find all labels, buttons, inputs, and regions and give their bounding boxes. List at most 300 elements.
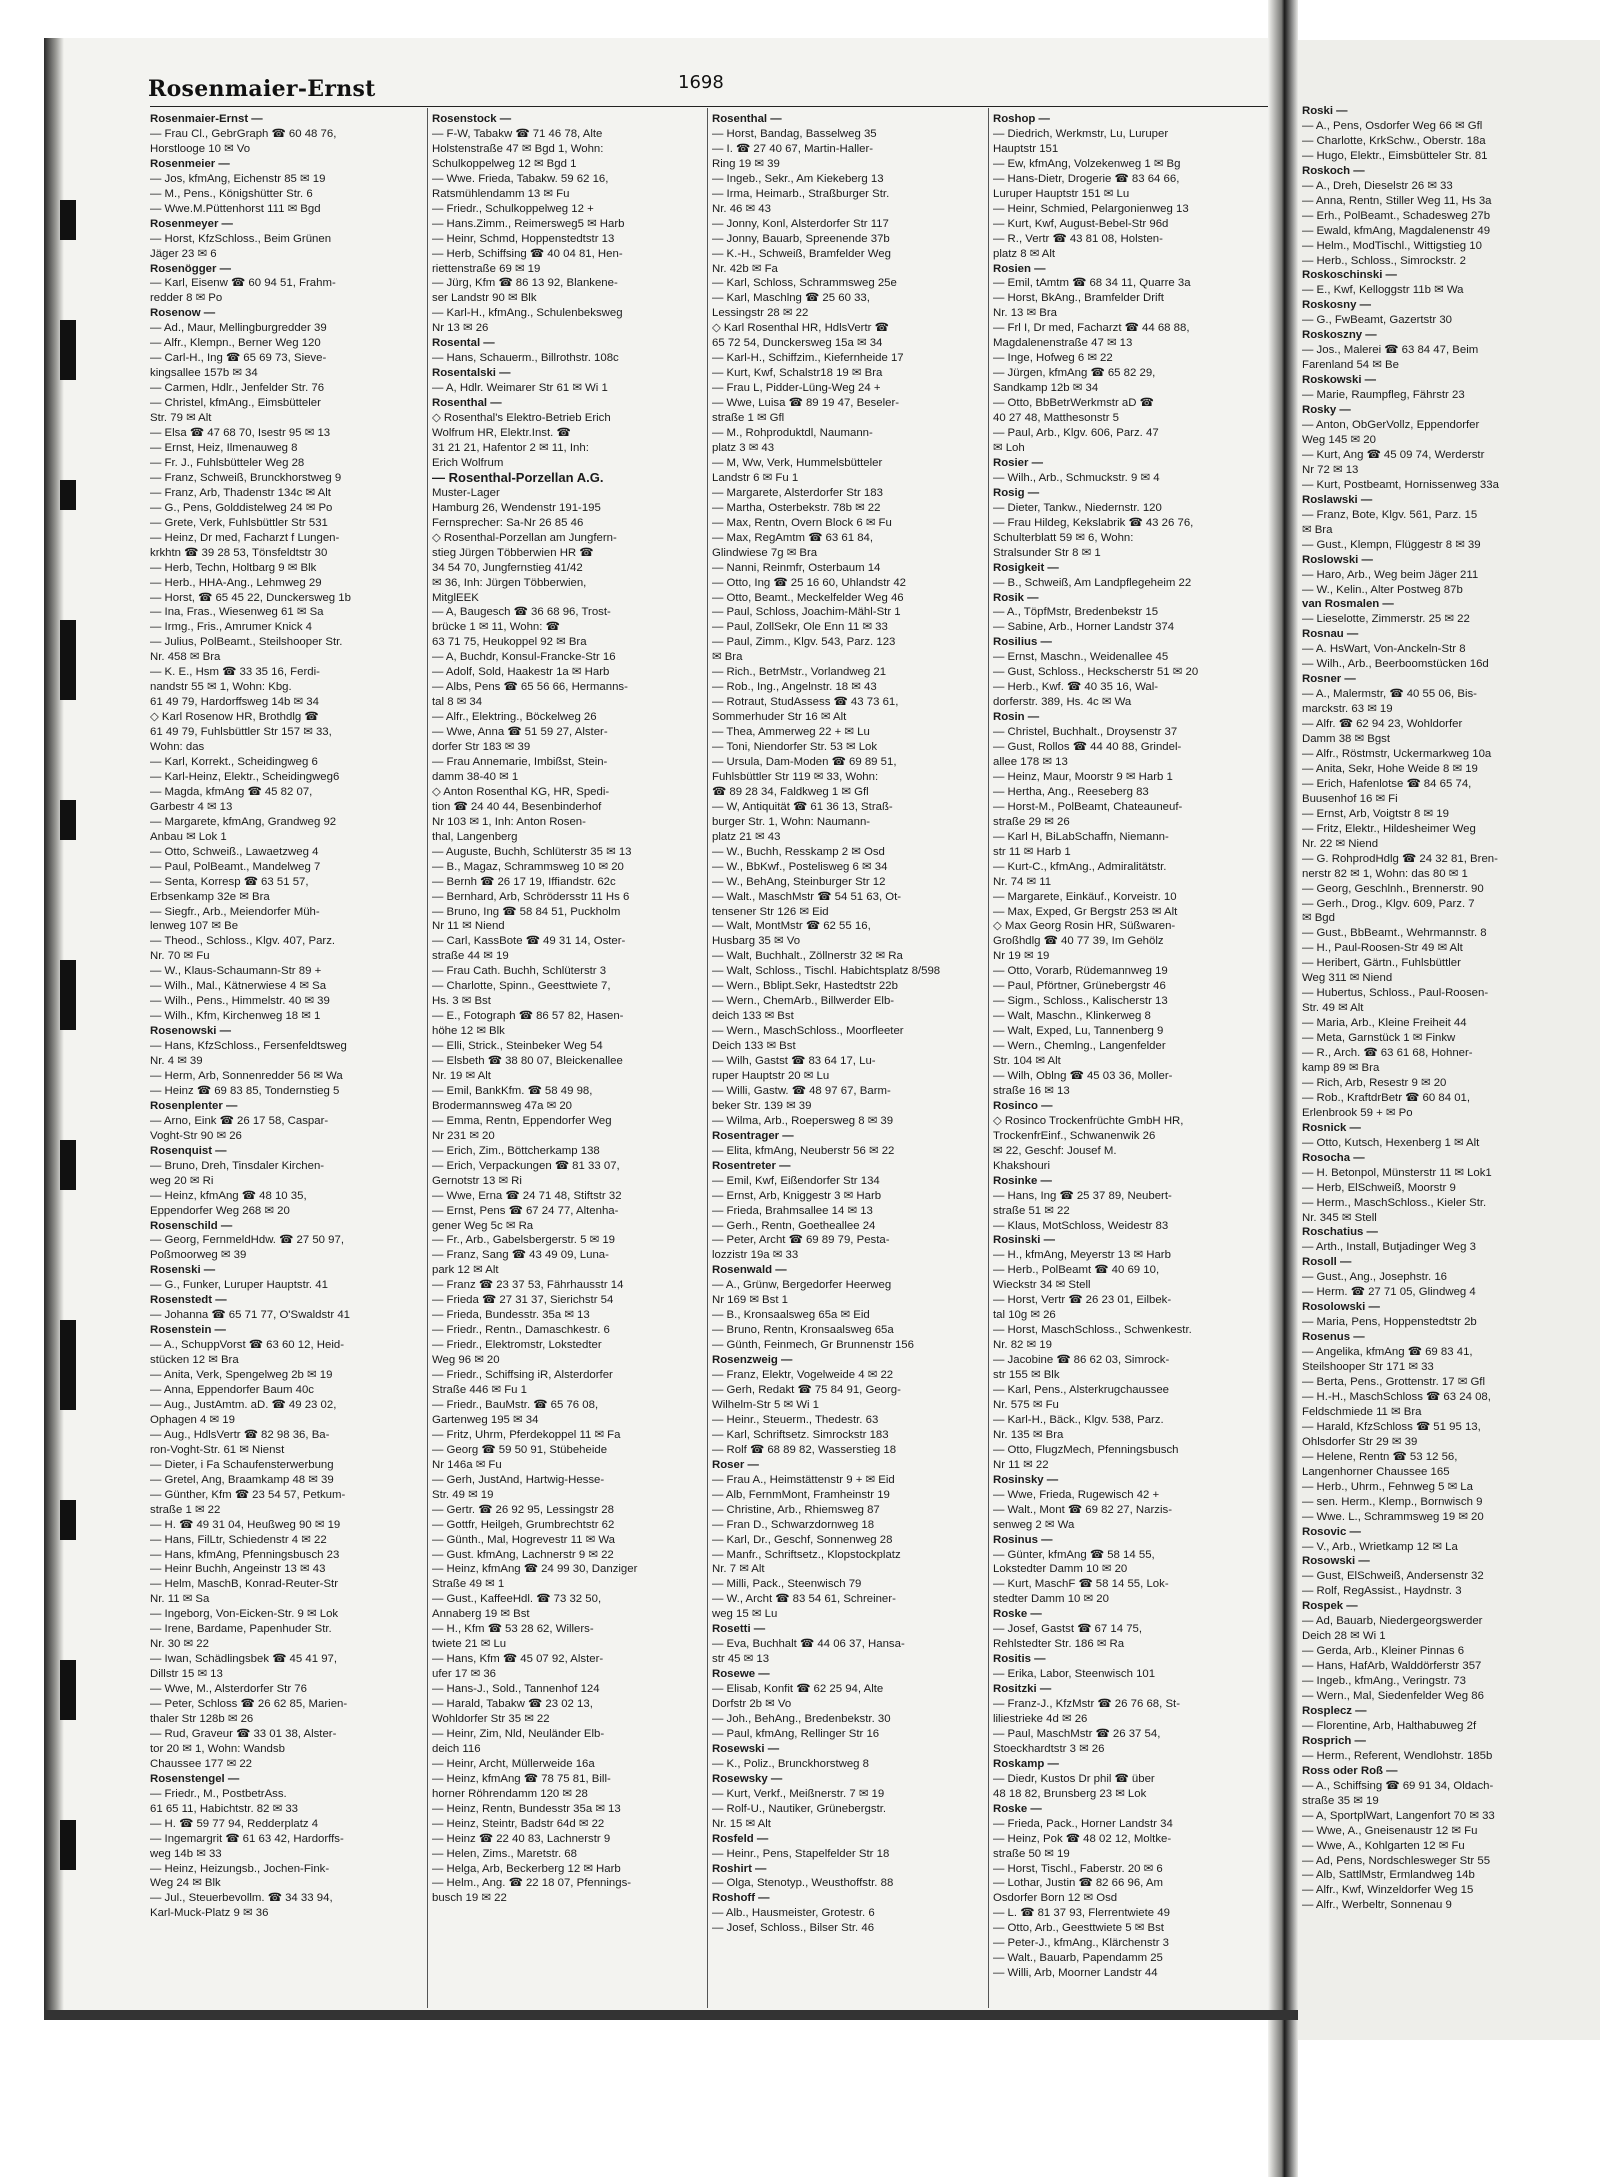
directory-entry: — H., kfmAng, Meyerstr 13 ✉ Harb — [993, 1249, 1171, 1262]
directory-entry: — Herb, Schiffsing ☎ 40 04 81, Hen- — [432, 247, 623, 260]
entry-continuation: Landstr 6 ✉ Fu 1 — [712, 471, 799, 484]
directory-entry: — Ingeb., Sekr., Am Kiekeberg 13 — [712, 172, 884, 185]
entry-continuation: Gernotstr 13 ✉ Ri — [432, 1174, 522, 1187]
surname-heading: Rosenmeyer — — [150, 217, 233, 230]
directory-entry: — Wwe. Frieda, Tabakw. 59 62 16, — [432, 172, 609, 185]
entry-continuation: ufer 17 ✉ 36 — [432, 1668, 497, 1681]
directory-entry: — Gretel, Ang, Braamkamp 48 ✉ 39 — [150, 1473, 334, 1486]
entry-continuation: Nr. 575 ✉ Fu — [993, 1398, 1059, 1411]
directory-entry: — Julius, PolBeamt., Steilshooper Str. — [150, 636, 343, 649]
directory-entry: — Diedr, Kustos Dr phil ☎ über — [993, 1772, 1155, 1785]
directory-entry: — Margarete, kfmAng, Grandweg 92 — [150, 815, 337, 828]
directory-entry: — Horst-M., PolBeamt, Chateauneuf- — [993, 800, 1183, 813]
directory-entry: — Walt., Mont ☎ 69 82 27, Narzis- — [993, 1503, 1172, 1516]
directory-entry: — Rolf ☎ 68 89 82, Wasserstieg 18 — [712, 1443, 897, 1456]
directory-entry: — Rich, Arb, Resestr 9 ✉ 20 — [1302, 1076, 1447, 1089]
entry-continuation: Fuhlsbüttler Str 119 ✉ 33, Wohn: — [712, 770, 879, 783]
directory-entry: — Max, RegAmtm ☎ 63 61 84, — [712, 531, 874, 544]
surname-heading: van Rosmalen — — [1302, 598, 1394, 611]
directory-entry: — Rotraut, StudAssess ☎ 43 73 61, — [712, 696, 899, 709]
directory-entry: — Elli, Strick., Steinbeker Weg 54 — [432, 1040, 603, 1053]
directory-entry: — Walt, Buchhalt., Zöllnerstr 32 ✉ Ra — [712, 950, 903, 963]
directory-entry: — Alfr., Werbeltr, Sonnenau 9 — [1302, 1899, 1452, 1912]
directory-entry: — Anita, Sekr, Hohe Weide 8 ✉ 19 — [1302, 762, 1478, 775]
entry-continuation: ✉ Bra — [712, 651, 743, 664]
surname-heading: Rosinco — — [993, 1099, 1053, 1112]
entry-continuation: straße 50 ✉ 19 — [993, 1847, 1070, 1860]
directory-entry: — A. HsWart, Von-Anckeln-Str 8 — [1302, 643, 1466, 656]
directory-entry: — Herm., Referent, Wendlohstr. 185b — [1302, 1749, 1493, 1762]
directory-entry: — A., TöpfMstr, Bredenbekstr 15 — [993, 606, 1159, 619]
directory-entry: — Peter, Schloss ☎ 26 62 85, Marien- — [150, 1698, 348, 1711]
directory-entry: — Heribert, Gärtn., Fuhlsbüttler — [1302, 957, 1461, 970]
directory-entry: — Josef, Schloss., Bilser Str. 46 — [712, 1922, 875, 1935]
directory-entry: — Gerh, JustAnd, Hartwig-Hesse- — [432, 1473, 605, 1486]
entry-continuation: Rehlstedter Str. 186 ✉ Ra — [993, 1638, 1125, 1651]
directory-entry: — R., Arch. ☎ 63 61 68, Hohner- — [1302, 1047, 1473, 1060]
surname-heading: Rosentalski — — [432, 367, 511, 380]
directory-entry: — Heinr, Schmd, Hoppenstedtstr 13 — [432, 232, 615, 245]
directory-entry: — Paul, kfmAng, Rellinger Str 16 — [712, 1727, 880, 1740]
entry-continuation: ✉ Bgd — [1302, 912, 1335, 925]
directory-entry: — Lieselotte, Zimmerstr. 25 ✉ 22 — [1302, 613, 1470, 626]
directory-entry: — F-W, Tabakw ☎ 71 46 78, Alte — [432, 127, 603, 140]
entry-continuation: thal, Langenberg — [432, 830, 518, 843]
directory-entry: — Frieda, Pack., Horner Landstr 34 — [993, 1817, 1173, 1830]
directory-entry: — Gust., Klempn, Flüggestr 8 ✉ 39 — [1302, 538, 1481, 551]
directory-entry: — Kurt, Postbeamt, Hornissenweg 33a — [1302, 478, 1499, 491]
entry-continuation: stieg Jürgen Többerwien HR ☎ — [432, 546, 594, 559]
entry-continuation: beker Str. 139 ✉ 39 — [712, 1099, 812, 1112]
directory-entry: — Kurt, Kwf, Schalstr18 19 ✉ Bra — [712, 367, 883, 380]
directory-entry: — Horst, KfzSchloss., Beim Grünen — [150, 232, 332, 245]
directory-entry: — Karl, Schriftsetz. Simrockstr 183 — [712, 1428, 889, 1441]
directory-entry: — V., Arb., Wrietkamp 12 ✉ La — [1302, 1540, 1458, 1553]
directory-entry: — Rosenthal-Porzellan A.G. — [432, 469, 604, 485]
entry-continuation: lenweg 107 ✉ Be — [150, 920, 239, 933]
directory-entry: — Paul, MaschMstr ☎ 26 37 54, — [993, 1727, 1161, 1740]
entry-continuation: straße 51 ✉ 22 — [993, 1204, 1070, 1217]
directory-entry: — Alfr., Röstmstr, Uckermarkweg 10a — [1302, 747, 1492, 760]
directory-entry: — R., Vertr ☎ 43 81 08, Holsten- — [993, 232, 1163, 245]
directory-entry: — Karl, Eisenw ☎ 60 94 51, Frahm- — [150, 277, 336, 290]
directory-entry: — Günther, Kfm ☎ 23 54 57, Petkum- — [150, 1488, 346, 1501]
directory-entry: — Emil, tAmtm ☎ 68 34 11, Quarre 3a — [993, 277, 1191, 290]
entry-continuation: damm 38-40 ✉ 1 — [432, 770, 519, 783]
directory-entry: — Kurt, Kwf, August-Bebel-Str 96d — [993, 217, 1169, 230]
entry-continuation: ron-Voght-Str. 61 ✉ Nienst — [150, 1443, 285, 1456]
entry-continuation: Magdalenenstraße 47 ✉ 13 — [993, 337, 1133, 350]
entry-continuation: Schulkoppelweg 12 ✉ Bgd 1 — [432, 157, 577, 170]
directory-entry: — Karl-Heinz, Elektr., Scheidingweg6 — [150, 770, 340, 783]
directory-entry: — Lothar, Justin ☎ 82 66 96, Am — [993, 1877, 1163, 1890]
directory-entry: — Wern., Chemlng., Langenfelder — [993, 1040, 1166, 1053]
entry-continuation: 34 54 70, Jungfernstieg 41/42 — [432, 561, 583, 574]
entry-continuation: Stralsunder Str 8 ✉ 1 — [993, 546, 1101, 559]
directory-entry: — Walt., Bauarb, Papendamm 25 — [993, 1952, 1163, 1965]
directory-entry: — Rob., Ing., Angelnstr. 18 ✉ 43 — [712, 681, 877, 694]
directory-entry: — Carl-H., Ing ☎ 65 69 73, Sieve- — [150, 352, 327, 365]
directory-entry: — Alfr., Klempn., Berner Weg 120 — [150, 337, 321, 350]
entry-continuation: Nr. 70 ✉ Fu — [150, 950, 210, 963]
surname-heading: Roske — — [993, 1608, 1042, 1621]
directory-entry: — Johanna ☎ 65 71 77, O'Swaldstr 41 — [150, 1309, 350, 1322]
directory-entry: — Milli, Pack., Steenwisch 79 — [712, 1578, 862, 1591]
directory-entry: — Wwe, Frieda, Rugewisch 42 + — [993, 1488, 1160, 1501]
directory-entry: — Fran D., Schwarzdornweg 18 — [712, 1518, 875, 1531]
entry-continuation: brücke 1 ✉ 11, Wohn: ☎ — [432, 621, 560, 634]
directory-entry: — Friedr., Schulkoppelweg 12 + — [432, 202, 594, 215]
directory-entry: — Anton, ObGerVollz, Eppendorfer — [1302, 419, 1480, 432]
directory-entry: — Herb., Uhrm., Fehnweg 5 ✉ La — [1302, 1480, 1473, 1493]
directory-entry: — Sabine, Arb., Horner Landstr 374 — [993, 621, 1175, 634]
directory-entry: — Wwe.M.Püttenhorst 111 ✉ Bgd — [150, 202, 321, 215]
directory-entry: — Friedr., Schiffsing iR, Alsterdorfer — [432, 1369, 613, 1382]
directory-entry: — Hertha, Ang., Reeseberg 83 — [993, 785, 1149, 798]
directory-entry: — Arno, Eink ☎ 26 17 58, Caspar- — [150, 1114, 329, 1127]
directory-entry: — Franz, Sang ☎ 43 49 09, Luna- — [432, 1249, 609, 1262]
entry-continuation: str 155 ✉ Blk — [993, 1369, 1060, 1382]
directory-entry: — Frau Annemarie, Imbißst, Stein- — [432, 755, 608, 768]
directory-entry: — Wilh., Mal., Kätnerwiese 4 ✉ Sa — [150, 980, 327, 993]
directory-entry: — Horst, Bandag, Basselweg 35 — [712, 127, 877, 140]
entry-continuation: Wohn: das — [150, 741, 205, 754]
directory-entry: — Maria, Pens, Hoppenstedtstr 2b — [1302, 1316, 1477, 1329]
directory-entry: — B., Magaz, Schrammsweg 10 ✉ 20 — [432, 860, 624, 873]
entry-continuation: Karl-Muck-Platz 9 ✉ 36 — [150, 1907, 269, 1920]
directory-entry: — Jul., Steuerbevollm. ☎ 34 33 94, — [150, 1892, 333, 1905]
directory-entry: — Carl, KassBote ☎ 49 31 14, Oster- — [432, 935, 626, 948]
directory-entry: — Herb., Schloss., Simrockstr. 2 — [1302, 254, 1466, 267]
directory-entry: — Helga, Arb, Beckerberg 12 ✉ Harb — [432, 1862, 621, 1875]
directory-entry: — Jonny, Bauarb, Spreenende 37b — [712, 232, 890, 245]
entry-continuation: Farenland 54 ✉ Be — [1302, 359, 1399, 372]
entry-continuation: TrockenfrEinf., Schwanenwik 26 — [993, 1129, 1156, 1142]
directory-entry: — G., FwBeamt, Gazertstr 30 — [1302, 314, 1453, 327]
directory-entry: — K.-H., Schweiß, Bramfelder Weg — [712, 247, 891, 260]
entry-continuation: Nr. 4 ✉ 39 — [150, 1055, 203, 1068]
directory-entry: — sen. Herm., Klemp., Bornwisch 9 — [1302, 1495, 1483, 1508]
surname-heading: Rosovic — — [1302, 1525, 1361, 1538]
directory-entry: — Otto, Beamt., Meckelfelder Weg 46 — [712, 591, 904, 604]
directory-entry: — Wern., MaschSchloss., Moorfleeter — [712, 1025, 904, 1038]
surname-heading: Rosenwald — — [712, 1264, 787, 1277]
directory-entry: — Paul, Schloss, Joachim-Mähl-Str 1 — [712, 606, 901, 619]
directory-entry: — Heinz, Dr med, Facharzt f Lungen- — [150, 531, 340, 544]
directory-entry: — Marie, Raumpfleg, Fährstr 23 — [1302, 389, 1465, 402]
directory-entry: — A, SportplWart, Langenfort 70 ✉ 33 — [1302, 1809, 1495, 1822]
directory-entry: — Frieda, Brahmsallee 14 ✉ 13 — [712, 1204, 873, 1217]
directory-entry: — Aug., JustAmtm. aD. ☎ 49 23 02, — [150, 1398, 337, 1411]
entry-continuation: Gartenweg 195 ✉ 34 — [432, 1413, 539, 1426]
directory-entry: — Hans-J., Sold., Tannenhof 124 — [432, 1683, 600, 1696]
entry-continuation: Nr 11 ✉ 22 — [993, 1458, 1049, 1471]
business-entry: ◇ Karl Rosenow HR, Brothdlg ☎ — [150, 711, 319, 724]
entry-continuation: Nr. 458 ✉ Bra — [150, 651, 221, 664]
directory-entry: — Alfr., Elektring., Böckelweg 26 — [432, 711, 597, 724]
directory-entry: — W., BbKwf., Postelisweg 6 ✉ 34 — [712, 860, 888, 873]
directory-entry: — Max, Rentn, Overn Block 6 ✉ Fu — [712, 516, 892, 529]
directory-entry: — Rolf, RegAssist., Haydnstr. 3 — [1302, 1585, 1462, 1598]
directory-entry: — Helm., Ang. ☎ 22 18 07, Pfennings- — [432, 1877, 632, 1890]
entry-continuation: Str. 49 ✉ Alt — [1302, 1002, 1364, 1015]
entry-continuation: liliestrieke 4d ✉ 26 — [993, 1712, 1088, 1725]
entry-continuation: Nr. 7 ✉ Alt — [712, 1563, 765, 1576]
directory-entry: — Karl-H., Bäck., Klgv. 538, Parz. — [993, 1413, 1164, 1426]
directory-entry: — Charlotte, KrkSchw., Oberstr. 18a — [1302, 134, 1486, 147]
directory-entry: — Frieda, Bundesstr. 35a ✉ 13 — [432, 1309, 590, 1322]
entry-continuation: Lokstedter Damm 10 ✉ 20 — [993, 1563, 1128, 1576]
directory-entry: — Horst, Vertr ☎ 26 23 01, Eilbek- — [993, 1294, 1172, 1307]
entry-continuation: ✉ 22, Geschf: Jousef M. — [993, 1144, 1117, 1157]
directory-entry: — Hans, kfmAng, Pfenningsbusch 23 — [150, 1548, 340, 1561]
entry-continuation: Horstlooge 10 ✉ Vo — [150, 142, 251, 155]
directory-entry: — Ad, Bauarb, Niedergeorgswerder — [1302, 1615, 1483, 1628]
surname-heading: Rosocha — — [1302, 1151, 1365, 1164]
directory-entry: — Heinz, Pok ☎ 48 02 12, Moltke- — [993, 1832, 1172, 1845]
directory-entry: — Anita, Verk, Spengelweg 2b ✉ 19 — [150, 1369, 333, 1382]
entry-continuation: Garbestr 4 ✉ 13 — [150, 800, 233, 813]
surname-heading: Rosenthal — — [712, 113, 782, 125]
entry-continuation: Nr. 19 ✉ Alt — [432, 1070, 491, 1082]
entry-continuation: Sandkamp 12b ✉ 34 — [993, 382, 1099, 395]
directory-entry: — Otto, FlugzMech, Pfenningsbusch — [993, 1443, 1179, 1456]
entry-continuation: Erich Wolfrum — [432, 456, 504, 469]
entry-continuation: thaler Str 128b ✉ 26 — [150, 1712, 254, 1725]
directory-entry: — Elsa ☎ 47 68 70, Isestr 95 ✉ 13 — [150, 427, 331, 440]
directory-entry: — W., BehAng, Steinburger Str 12 — [712, 875, 886, 888]
directory-entry: — Heinr, Zim, Nld, Neuländer Elb- — [432, 1727, 605, 1740]
directory-entry: — Margarete, Einkäuf., Korveistr. 10 — [993, 890, 1177, 903]
directory-entry: — Gust, Schloss., Heckscherstr 51 ✉ 20 — [993, 666, 1199, 679]
entry-continuation: busch 19 ✉ 22 — [432, 1892, 507, 1905]
directory-entry: — Gust., BbBeamt., Wehrmannstr. 8 — [1302, 927, 1487, 940]
entry-continuation: Str. 79 ✉ Alt — [150, 412, 212, 425]
directory-entry: — Heinz, kfmAng ☎ 48 10 35, — [150, 1189, 307, 1202]
directory-entry: — L. ☎ 81 37 93, Flerrentwiete 49 — [993, 1907, 1170, 1920]
directory-entry: — Karl, Korrekt., Scheidingweg 6 — [150, 755, 318, 768]
directory-column-1 — [150, 112, 422, 1921]
directory-entry: — Irma, Heimarb., Straßburger Str. — [712, 187, 890, 200]
directory-entry: — Elisab, Konfit ☎ 62 25 94, Alte — [712, 1683, 884, 1696]
surname-heading: Roske — — [993, 1802, 1042, 1815]
surname-heading: Rosenus — — [1302, 1331, 1365, 1344]
entry-continuation: Nr. 22 ✉ Niend — [1302, 837, 1379, 850]
directory-entry: — H.-H., MaschSchloss ☎ 63 24 08, — [1302, 1390, 1491, 1403]
directory-entry: — Paul, Zimm., Klgv. 543, Parz. 123 — [712, 636, 896, 649]
directory-entry: — Herb., Kwf. ☎ 40 35 16, Wal- — [993, 681, 1159, 694]
directory-entry: — Gerda, Arb., Kleiner Pinnas 6 — [1302, 1645, 1465, 1658]
directory-entry: — Horst, BkAng., Bramfelder Drift — [993, 292, 1164, 305]
business-entry: ◇ Karl Rosenthal HR, HdlsVertr ☎ — [712, 322, 889, 335]
directory-entry: — Otto, Schweiß., Lawaetzweg 4 — [150, 845, 319, 858]
surname-heading: Rosoll — — [1302, 1256, 1352, 1269]
directory-entry: — Franz, Arb, Thadenstr 134c ✉ Alt — [150, 486, 331, 499]
directory-entry: — Kurt-C., kfmAng., Admiralitätstr. — [993, 860, 1167, 873]
directory-entry: — Horst, MaschSchloss., Schwenkestr. — [993, 1324, 1192, 1337]
directory-entry: — Erh., PolBeamt., Schadesweg 27b — [1302, 209, 1491, 222]
entry-continuation: Sommerhuder Str 16 ✉ Alt — [712, 711, 847, 724]
directory-entry: — Ingeb., kfmAng., Veringstr. 73 — [1302, 1675, 1466, 1688]
directory-entry: — Gottfr, Heilgeh, Grumbrechtstr 62 — [432, 1518, 615, 1531]
directory-entry: — Meta, Garnstück 1 ✉ Finkw — [1302, 1032, 1456, 1045]
directory-entry: — Paul, ZollSekr, Ole Enn 11 ✉ 33 — [712, 621, 888, 634]
surname-heading: Rosnau — — [1302, 628, 1359, 641]
entry-continuation: lozzistr 19a ✉ 33 — [712, 1249, 799, 1262]
directory-entry: — Eva, Buchhalt ☎ 44 06 37, Hansa- — [712, 1638, 905, 1651]
directory-entry: — Georg, FernmeldHdw. ☎ 27 50 97, — [150, 1234, 344, 1247]
entry-continuation: platz 8 ✉ Alt — [993, 247, 1056, 260]
entry-continuation: Wilhelm-Str 5 ✉ Wi 1 — [712, 1398, 820, 1411]
directory-entry: — Ernst, Arb, Kniggestr 3 ✉ Harb — [712, 1189, 882, 1202]
column-divider — [988, 108, 989, 2008]
directory-entry: — Walt, Maschn., Klinkerweg 8 — [993, 1010, 1151, 1023]
surname-heading: Rosilius — — [993, 636, 1052, 649]
entry-continuation: Weg 96 ✉ 20 — [432, 1354, 500, 1367]
directory-entry: — H. ☎ 49 31 04, Heußweg 90 ✉ 19 — [150, 1518, 341, 1531]
directory-entry: — Paul, Arb., Klgv. 606, Parz. 47 — [993, 427, 1159, 440]
directory-entry: — Emil, BankKfm. ☎ 58 49 98, — [432, 1084, 593, 1097]
surname-heading: Roskamp — — [993, 1757, 1059, 1770]
surname-heading: Roslawski — — [1302, 493, 1373, 506]
entry-continuation: Str. 104 ✉ Alt — [993, 1055, 1061, 1068]
directory-entry: — I. ☎ 27 40 67, Martin-Haller- — [712, 142, 874, 155]
surname-heading: Rosewski — — [712, 1742, 780, 1755]
surname-heading: Rosplecz — — [1302, 1704, 1367, 1717]
directory-entry: — Fr., Arb., Gabelsbergerstr. 5 ✉ 19 — [432, 1234, 616, 1247]
directory-entry: — Bruno, Rentn, Kronsaalsweg 65a — [712, 1324, 894, 1337]
directory-entry: — Maria, Arb., Kleine Freiheit 44 — [1302, 1017, 1467, 1030]
directory-entry: — K., Poliz., Brunckhorstweg 8 — [712, 1757, 869, 1770]
entry-continuation: Nr 169 ✉ Bst 1 — [712, 1294, 789, 1307]
surname-heading: Rosenschild — — [150, 1219, 233, 1232]
directory-entry: — Hans, Kfm ☎ 45 07 92, Alster- — [432, 1653, 604, 1666]
directory-entry: — Helm, MaschB, Konrad-Reuter-Str — [150, 1578, 339, 1591]
directory-entry: — Walt, MontMstr ☎ 62 55 16, — [712, 920, 871, 933]
directory-entry: — A, Hdlr. Weimarer Str 61 ✉ Wi 1 — [432, 382, 608, 395]
entry-continuation: Nr 146a ✉ Fu — [432, 1458, 502, 1471]
entry-continuation: kingsallee 157b ✉ 34 — [150, 367, 258, 380]
entry-continuation: deich 116 — [432, 1742, 481, 1755]
directory-entry: — Wwe, Erna ☎ 24 71 48, Stiftstr 32 — [432, 1189, 622, 1202]
directory-entry: — Emil, Kwf, Eißendorfer Str 134 — [712, 1174, 880, 1187]
directory-entry: — H., Kfm ☎ 53 28 62, Willers- — [432, 1623, 594, 1636]
entry-continuation: deich 133 ✉ Bst — [712, 1010, 794, 1023]
directory-entry: — Herm, Arb, Sonnenredder 56 ✉ Wa — [150, 1070, 343, 1082]
entry-continuation: str 45 ✉ 13 — [712, 1653, 770, 1666]
surname-heading: Rosier — — [993, 456, 1044, 469]
entry-continuation: str 11 ✉ Harb 1 — [993, 845, 1071, 858]
directory-entry: — Siegfr., Arb., Meiendorfer Müh- — [150, 905, 320, 918]
surname-heading: Rosenstedt — — [150, 1294, 227, 1307]
directory-entry: — Günth., Mal, Hogrevestr 11 ✉ Wa — [432, 1533, 615, 1546]
entry-continuation: Khakshouri — [993, 1159, 1050, 1172]
entry-continuation: Nr. 46 ✉ 43 — [712, 202, 771, 215]
directory-entry: — Hans, Schauerm., Billrothstr. 108c — [432, 352, 619, 365]
directory-entry: — A, Baugesch ☎ 36 68 96, Trost- — [432, 606, 611, 619]
surname-heading: Rosenögger — — [150, 262, 232, 275]
entry-continuation: straße 44 ✉ 19 — [432, 950, 509, 963]
entry-continuation: 40 27 48, Matthesonstr 5 — [993, 412, 1120, 425]
directory-entry: — Hubertus, Schloss., Paul-Roosen- — [1302, 987, 1489, 1000]
directory-entry: — Haro, Arb., Weg beim Jäger 211 — [1302, 568, 1479, 581]
entry-continuation: Deich 133 ✉ Bst — [712, 1040, 796, 1053]
directory-entry: — Manfr., Schriftsetz., Klopstockplatz — [712, 1548, 901, 1561]
directory-entry: — Helene, Rentn ☎ 53 12 56, — [1302, 1450, 1458, 1463]
directory-entry: — Otto, Vorarb, Rüdemannweg 19 — [993, 965, 1168, 978]
entry-continuation: Annaberg 19 ✉ Bst — [432, 1608, 530, 1621]
entry-continuation: Dorfstr 2b ✉ Vo — [712, 1698, 792, 1711]
directory-entry: — Kurt, MaschF ☎ 58 14 55, Lok- — [993, 1578, 1169, 1591]
entry-continuation: Nr 103 ✉ 1, Inh: Anton Rosen- — [432, 815, 586, 828]
directory-entry: — Friedr., BauMstr. ☎ 65 76 08, — [432, 1398, 599, 1411]
entry-continuation: Nr 72 ✉ 13 — [1302, 463, 1359, 476]
directory-entry: — Wern., ChemArb., Billwerder Elb- — [712, 995, 895, 1008]
surname-heading: Rosenstein — — [150, 1324, 226, 1337]
directory-entry: — Adolf, Sold, Haakestr 1a ✉ Harb — [432, 666, 610, 679]
directory-entry: — Frau A., Heimstättenstr 9 + ✉ Eid — [712, 1473, 895, 1486]
surname-heading: Rosewe — — [712, 1668, 770, 1681]
entry-continuation: kamp 89 ✉ Bra — [1302, 1062, 1380, 1074]
directory-entry: — Iwan, Schädlingsbek ☎ 45 41 97, — [150, 1653, 338, 1666]
entry-continuation: Lessingstr 28 ✉ 22 — [712, 307, 809, 320]
entry-continuation: dorfer Str 183 ✉ 39 — [432, 741, 531, 754]
directory-entry: — Fritz, Elektr., Hildesheimer Weg — [1302, 822, 1476, 835]
directory-entry: — Charlotte, Spinn., Geesttwiete 7, — [432, 980, 611, 993]
entry-continuation: Nr. 74 ✉ 11 — [993, 875, 1052, 888]
directory-entry: — Anna, Rentn, Stiller Weg 11, Hs 3a — [1302, 194, 1492, 207]
entry-continuation: 63 71 75, Heukoppel 92 ✉ Bra — [432, 636, 587, 649]
directory-entry: — Dieter, Tankw., Niedernstr. 120 — [993, 501, 1162, 514]
directory-entry: — Harald, KfzSchloss ☎ 51 95 13, — [1302, 1420, 1481, 1433]
surname-heading: Rosowski — — [1302, 1555, 1370, 1568]
surname-heading: Rosolowski — — [1302, 1301, 1380, 1314]
directory-entry: — Wilh., Arb., Schmuckstr. 9 ✉ 4 — [993, 471, 1160, 484]
entry-continuation: allee 178 ✉ 13 — [993, 755, 1068, 768]
directory-entry: — Horst, ☎ 65 45 22, Dunckersweg 1b — [150, 591, 351, 604]
entry-continuation: straße 16 ✉ 13 — [993, 1084, 1070, 1097]
directory-entry: — B., Kronsaalsweg 65a ✉ Eid — [712, 1309, 870, 1322]
directory-entry: — Heinz, Heizungsb., Jochen-Fink- — [150, 1862, 330, 1875]
directory-entry: — Josef, Gastst ☎ 67 14 75, — [993, 1623, 1143, 1636]
directory-entry: — Hans, HafArb, Walddörferstr 357 — [1302, 1660, 1482, 1673]
directory-entry: — Thea, Ammerweg 22 + ✉ Lu — [712, 726, 870, 739]
entry-continuation: Eppendorfer Weg 268 ✉ 20 — [150, 1204, 290, 1217]
directory-entry: — Wwe, Luisa ☎ 89 19 47, Beseler- — [712, 397, 900, 410]
directory-entry: — Heinz, Rentn, Bundesstr 35a ✉ 13 — [432, 1802, 621, 1815]
entry-continuation: Nr. 42b ✉ Fa — [712, 262, 778, 275]
directory-entry: — Emma, Rentn, Eppendorfer Weg — [432, 1114, 612, 1127]
directory-entry: — Irmg., Fris., Amrumer Knick 4 — [150, 621, 313, 634]
directory-entry: — Friedr., Elektromstr, Lokstedter — [432, 1339, 602, 1352]
directory-entry: — Karl, Dr., Geschf, Sonnenweg 28 — [712, 1533, 893, 1546]
directory-entry: — Walt., MaschMstr ☎ 54 51 63, Ot- — [712, 890, 902, 903]
entry-continuation: Dillstr 15 ✉ 13 — [150, 1668, 223, 1681]
directory-entry: — E., Kwf, Kelloggstr 11b ✉ Wa — [1302, 284, 1464, 297]
surname-heading: Rosenmaier-Ernst — — [150, 113, 263, 125]
directory-entry: — Heinz, kfmAng ☎ 78 75 81, Bill- — [432, 1772, 611, 1785]
directory-entry: — Albs, Pens ☎ 65 56 66, Hermanns- — [432, 681, 628, 694]
directory-entry: — Christel, Buchhalt., Droysenstr 37 — [993, 726, 1178, 739]
entry-continuation: Schulterblatt 59 ✉ 6, Wohn: — [993, 531, 1134, 544]
entry-continuation: senweg 2 ✉ Wa — [993, 1518, 1075, 1531]
directory-entry: — Rud, Graveur ☎ 33 01 38, Alster- — [150, 1727, 337, 1740]
entry-continuation: 31 21 21, Hafentor 2 ✉ 11, Inh: — [432, 441, 589, 454]
entry-continuation: Ophagen 4 ✉ 19 — [150, 1413, 235, 1426]
directory-entry: — Herb., HHA-Ang., Lehmweg 29 — [150, 576, 322, 589]
directory-entry: — Ewald, kfmAng, Magdalenenstr 49 — [1302, 224, 1491, 237]
entry-continuation: tor 20 ✉ 1, Wohn: Wandsb — [150, 1742, 285, 1755]
